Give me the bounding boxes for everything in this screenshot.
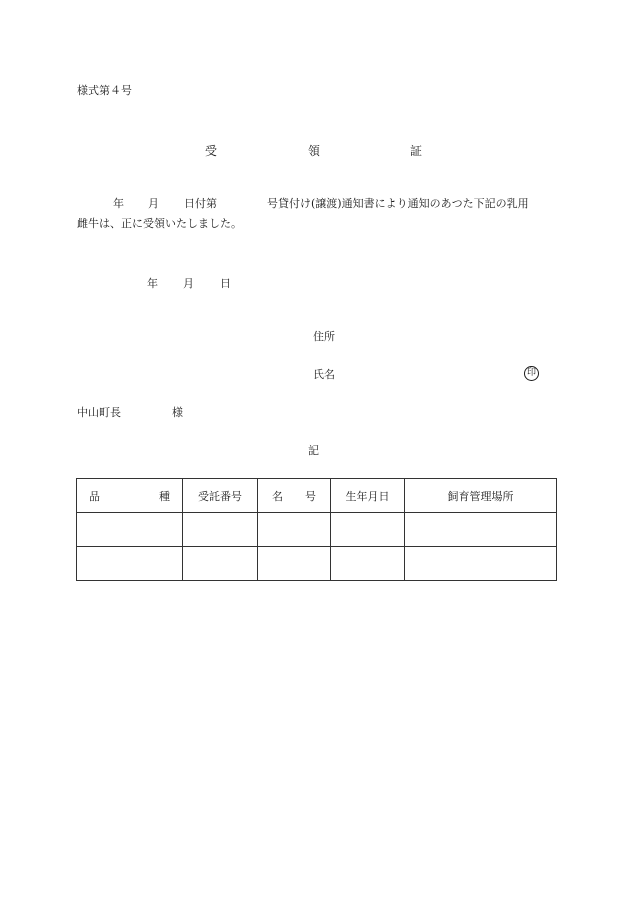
header-birthdate: 生年月日 <box>331 479 405 513</box>
header-breed: 品 種 <box>77 479 183 513</box>
table-cell <box>405 513 557 547</box>
seal-mark: 印 <box>524 366 539 381</box>
table-cell <box>183 547 258 581</box>
body-month: 月 <box>148 197 159 210</box>
ki-heading: 記 <box>308 444 319 457</box>
address-label: 住所 <box>313 330 335 343</box>
body-line-2: 雌牛は、正に受領いたしました。 <box>77 217 242 230</box>
body-day-ref: 日付第 <box>184 197 217 210</box>
table-row <box>77 547 557 581</box>
table-cell <box>258 513 331 547</box>
title-char-3: 証 <box>410 144 423 158</box>
header-consign-number: 受託番号 <box>183 479 258 513</box>
table-cell <box>183 513 258 547</box>
table-cell <box>331 513 405 547</box>
header-name: 名 号 <box>258 479 331 513</box>
table-header-row <box>77 479 557 513</box>
date-day: 日 <box>220 277 231 290</box>
body-year: 年 <box>113 197 124 210</box>
date-year: 年 <box>147 277 158 290</box>
date-month: 月 <box>183 277 194 290</box>
table-cell <box>405 547 557 581</box>
mayor-title: 中山町長 <box>77 406 121 419</box>
table-cell <box>258 547 331 581</box>
header-location: 飼育管理場所 <box>405 479 557 513</box>
cattle-table <box>76 478 557 581</box>
addressee <box>77 406 183 419</box>
title-char-2: 領 <box>308 144 321 158</box>
body-number-text: 号貸付け(譲渡)通知書により通知のあつた下記の乳用 <box>267 197 529 210</box>
name-label: 氏名 <box>313 368 335 381</box>
honorific: 様 <box>172 406 183 419</box>
form-number: 様式第４号 <box>77 84 132 97</box>
table-row <box>77 513 557 547</box>
table-cell <box>331 547 405 581</box>
table-cell <box>77 513 183 547</box>
table-cell <box>77 547 183 581</box>
title-char-1: 受 <box>205 144 218 158</box>
